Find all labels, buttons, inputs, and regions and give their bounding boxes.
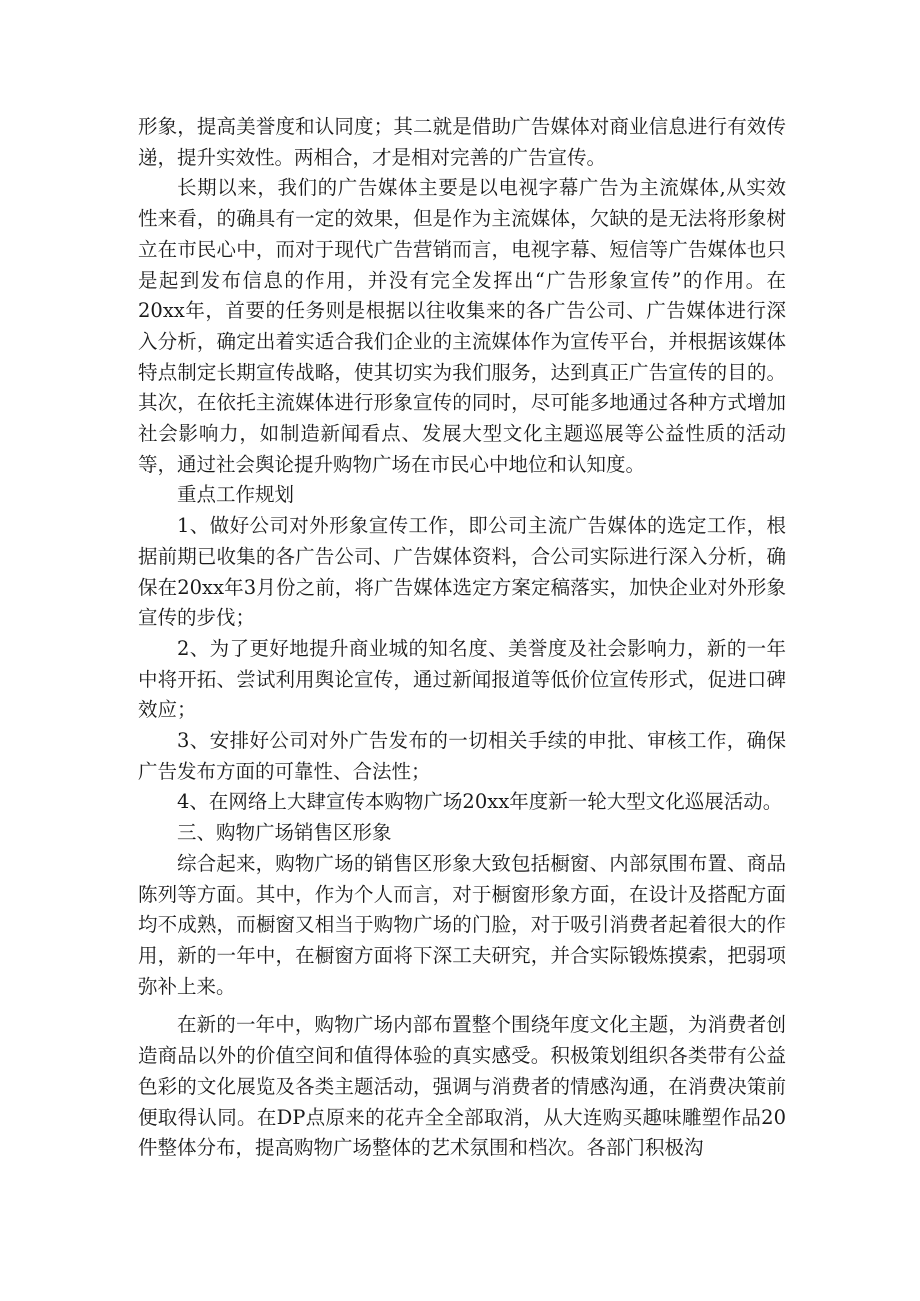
paragraph-media-strategy: 长期以来，我们的广告媒体主要是以电视字幕广告为主流媒体,从实效性来看，的确具有一定的效果，但是作为主流媒体，欠缺的是无法将形象树立在市民心中，而对于现代广告营销而言，电视字幕、短信等广告媒体也只是起到发布信息的作用，并没有完全发挥出“广告形象宣传”的作用。在20xx年，首要的任务则是根据以往收集来的各广告公司、广告媒体进行深入分析，确定出着实适合我们企业的主流媒体作为宣传平台，并根据该媒体特点制定长期宣传战略，使其切实为我们服务，达到真正广告宣传的目的。其次，在依托主流媒体进行形象宣传的同时，尽可能多地通过各种方式增加社会影响力，如制造新闻看点、发展大型文化主题巡展等公益性质的活动等，通过社会舆论提升购物广场在市民心中地位和认知度。: [138, 176, 786, 476]
paragraph-new-year-layout: 在新的一年中，购物广场内部布置整个围绕年度文化主题，为消费者创造商品以外的价值空间和值得体验的真实感受。积极策划组织各类带有公益色彩的文化展览及各类主题活动，强调与消费者的情感沟通，在消费决策前便取得认同。在DP点原来的花卉全全部取消，从大连购买趣味雕塑作品20件整体分布，提高购物广场整体的艺术氛围和档次。各部门积极沟: [138, 1013, 786, 1160]
paragraph-continuation: 形象，提高美誉度和认同度；其二就是借助广告媒体对商业信息进行有效传递，提升实效性。两相合，才是相对完善的广告宣传。: [138, 115, 786, 169]
list-item-2: 2、为了更好地提升商业城的知名度、美誉度及社会影响力，新的一年中将开拓、尝试利用舆论宣传，通过新闻报道等低价位宣传形式，促进口碑效应；: [138, 636, 786, 722]
section-heading-sales-area: 三、购物广场销售区形象: [177, 821, 392, 845]
paragraph-sales-area: 综合起来，购物广场的销售区形象大致包括橱窗、内部氛围布置、商品陈列等方面。其中，作为个人而言，对于橱窗形象方面，在设计及搭配方面均不成熟，而橱窗又相当于购物广场的门脸，对于吸引消费者起着很大的作用，新的一年中，在橱窗方面将下深工夫研究，并合实际锻炼摸索，把弱项弥补上来。: [138, 851, 786, 998]
list-item-4: 4、在网络上大肆宣传本购物广场20xx年度新一轮大型文化巡展活动。: [177, 790, 783, 814]
document-page: [138, 112, 786, 1164]
list-item-3: 3、安排好公司对外广告发布的一切相关手续的申批、审核工作，确保广告发布方面的可靠性、合法性；: [138, 729, 786, 783]
section-heading-key-work: 重点工作规划: [177, 483, 295, 507]
list-item-1: 1、做好公司对外形象宣传工作，即公司主流广告媒体的选定工作，根据前期已收集的各广告公司、广告媒体资料，合公司实际进行深入分析，确保在20xx年3月份之前，将广告媒体选定方案定稿落实，加快企业对外形象宣传的步伐；: [138, 514, 786, 630]
